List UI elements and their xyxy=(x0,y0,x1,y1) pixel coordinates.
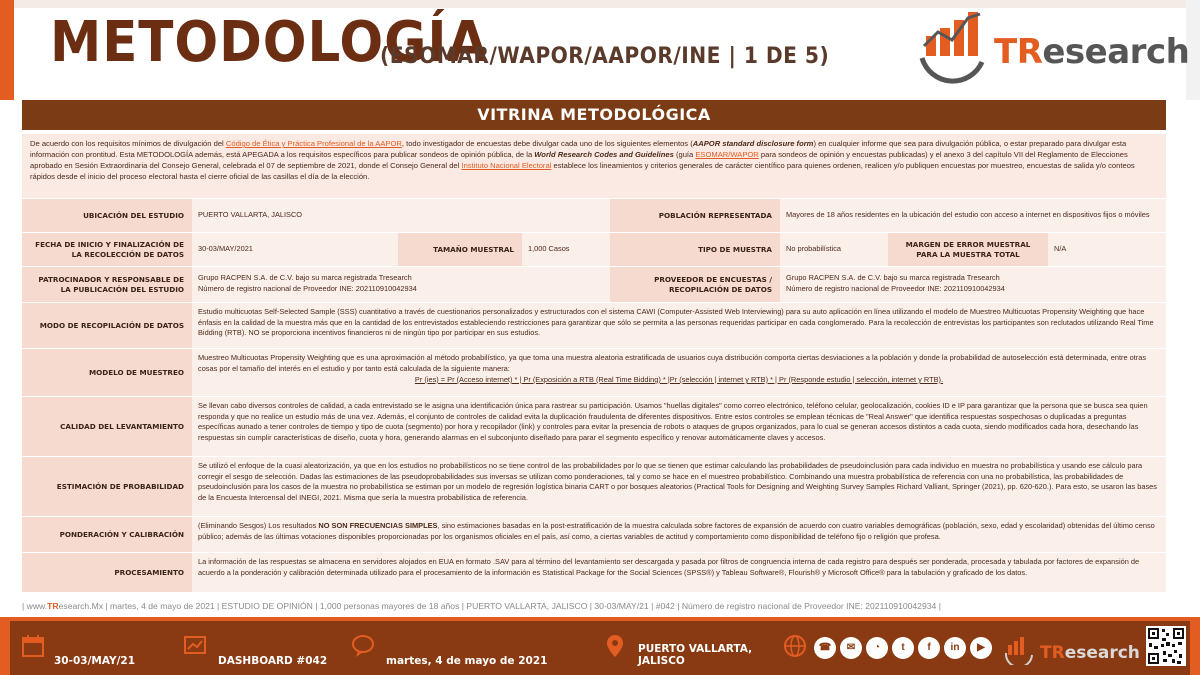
bottom-bar xyxy=(0,617,1200,675)
twitter-icon[interactable]: t xyxy=(892,637,914,659)
margen-label: MARGEN DE ERROR MUESTRAL PARA LA MUESTRA TOTAL xyxy=(888,233,1048,266)
tresearch-logo-icon xyxy=(910,6,994,90)
proveedor-registro: Número de registro nacional de Proveedor INE: 202110910042934 xyxy=(786,283,1005,293)
tipo-label: TIPO DE MUESTRA xyxy=(610,233,780,266)
patrocinador-name: Grupo RACPEN S.A. de C.V. bajo su marca registrada Tresearch xyxy=(198,273,412,282)
patrocinador-value xyxy=(192,267,610,302)
modo-value: Estudio multicuotas Self-Selected Sample (SSS) cuantitativo a través de cuestionarios personalizados y estructurados con el sistema CAWI (Computer-Assisted Web Interviewing) para su auto aplicación en línea utilizando el modelo de Muestreo Multicuotas Propensity Weighting que hace énfasis en la calidad de la muestra más que en la cantidad de los entrevistados estableciendo restricciones para garantizar que sólo se permita a las personas requeridas participar en cada conglomerado. Para la recolección de entrevistas los participantes son reclutados utilizando Real Time Bidding (RTB). NO se proporciona incentivos financieros ni de ningún tipo por participar en sus estudios. xyxy=(192,303,1166,348)
page-title: METODOLOGÍA xyxy=(50,10,489,75)
procesamiento-label: PROCESAMIENTO xyxy=(22,553,192,592)
location-icon xyxy=(602,633,628,659)
table-row xyxy=(22,232,1166,266)
tresearch-bottom-logo-icon xyxy=(1002,631,1036,665)
table-row xyxy=(22,552,1166,592)
tresearch-logo xyxy=(910,6,1190,90)
modelo-text: Muestreo Multicuotas Propensity Weighting que es una aproximación al método probabilístico, ya que toma una muestra aleatoria estratificada de usuarios cuya distribución comporta ciertas desviaciones a la población y donde la probabilidad de autoselección está determinada, entre otras cosas por el tamaño del interés en el estudio y por tanto está calculada de la siguiente manera: xyxy=(198,353,1147,373)
linkedin-icon[interactable]: in xyxy=(944,637,966,659)
patrocinador-registro: Número de registro nacional de Proveedor INE: 202110910042934 xyxy=(198,283,417,293)
aapor-code-link[interactable]: Código de Ética y Práctica Profesional de la AAPOR xyxy=(225,139,402,148)
tamano-label: TAMAÑO MUESTRAL xyxy=(398,233,522,266)
phone-icon[interactable]: ☎ xyxy=(814,637,836,659)
section-title: VITRINA METODOLÓGICA xyxy=(22,100,1166,130)
whatsapp-icon[interactable]: ◔ xyxy=(866,637,888,659)
globe-icon xyxy=(782,633,808,659)
poblacion-value: Mayores de 18 años residentes en la ubicación del estudio con acceso a internet en dispositivos fijos o móviles xyxy=(780,199,1166,232)
modelo-formula: Pr (ies) = Pr (Acceso internet) * | Pr (Exposición a RTB (Real Time Bidding) * |Pr (selección | internet y RTB) * | Pr (Responde estudio | selección, internet y RTB). xyxy=(414,375,944,384)
table-row xyxy=(22,348,1166,396)
footer-info-line: | www.TResearch.Mx | martes, 4 de mayo de 2021 | ESTUDIO DE OPINIÓN | 1,000 personas mayores de 18 años | PUERTO VALLARTA, JALISCO | 30-03/MAY/21 | #042 | Número de registro nacional de Proveedor INE: 202110910042934 | xyxy=(22,601,941,611)
calidad-label: CALIDAD DEL LEVANTAMIENTO xyxy=(22,397,192,456)
bottom-bar-inner xyxy=(10,621,1190,675)
calendar-icon xyxy=(20,633,46,659)
table-row xyxy=(22,516,1166,552)
table-row xyxy=(22,198,1166,232)
date-range: 30-03/MAY/21 xyxy=(54,655,136,667)
modo-label: MODO DE RECOPILACIÓN DE DATOS xyxy=(22,303,192,348)
table-row xyxy=(22,456,1166,516)
publication-date: martes, 4 de mayo de 2021 xyxy=(386,655,548,667)
tamano-value: 1,000 Casos xyxy=(522,233,610,266)
proveedor-label: PROVEEDOR DE ENCUESTAS / RECOPILACIÓN DE DATOS xyxy=(610,267,780,302)
tresearch-logo-text: TResearch xyxy=(994,32,1190,72)
ubicacion-value: PUERTO VALLARTA, JALISCO xyxy=(192,199,610,232)
tipo-value: No probabilística xyxy=(780,233,888,266)
patrocinador-label: PATROCINADOR Y RESPONSABLE DE LA PUBLICACIÓN DEL ESTUDIO xyxy=(22,267,192,302)
estimacion-value: Se utilizó el enfoque de la cuasi aleatorización, ya que en los estudios no probabilísticos no se tiene control de las probabilidades por lo que se tienen que estimar calculando las probabilidades de pseudoinclusión para cada individuo en muestra no probabilística y usando ese cálculo para corregir el sesgo de selección. Dadas las estimaciones de las pseudoprobabilidades sus inversas se utilizan como ponderaciones, tal y como se hace en el muestreo probabilístico. Combinando una muestra probabilística de referencia con una no probabilística, las probabilidades de pseudoinclusión para los casos de la muestra no probabilística se estiman por un modelo de regresión logística binaria CART o por bosques aleatorios (Practical Tools for Designing and Weighting Survey Samples Richard Valliant, Springer (2021), pp. 620-620.). Para esto, se usaron las bases de la Encuesta Intercensal del INEGI, 2021. Misma que sería la muestra probabilística de referencia. xyxy=(192,457,1166,516)
poblacion-label: POBLACIÓN REPRESENTADA xyxy=(610,199,780,232)
left-accent-bar xyxy=(0,0,14,100)
email-icon[interactable]: ✉ xyxy=(840,637,862,659)
table-row xyxy=(22,266,1166,302)
qr-code[interactable] xyxy=(1146,626,1186,666)
ponderacion-value: (Eliminando Sesgos) Los resultados NO SON FRECUENCIAS SIMPLES, sino estimaciones basadas en la post-estratificación de la muestra calculada sobre factores de expansión de acuerdo con cuatro variables demográficas (población, sexo, edad y escolaridad) obtenidas del último censo público; además de las últimas votaciones disponibles proporcionadas por los organismos oficiales en el país, así como, a ciertas variables de actitud y comportamiento como disponibilidad de teléfono fijo o religión que profesa. xyxy=(192,517,1166,552)
estimacion-label: ESTIMACIÓN DE PROBABILIDAD xyxy=(22,457,192,516)
procesamiento-value: La información de las respuestas se almacena en servidores alojados en EUA en formato .SAV para al término del levantamiento ser descargada y pasada por filtros de congruencia interna de cada registro para después ser ponderada, procesada y tabulada por factores de expansión de acuerdo a la ponderación y calibración determinada utilizado para el procesamiento de la información es Statistical Package for the Social Sciences (SPSS®) y Tableau Software®, Flourish® y Microsoft Office® para la tabulación y graficado de los datos. xyxy=(192,553,1166,592)
modelo-label: MODELO DE MUESTREO xyxy=(22,349,192,396)
facebook-icon[interactable]: f xyxy=(918,637,940,659)
margen-value: N/A xyxy=(1048,233,1166,266)
proveedor-name: Grupo RACPEN S.A. de C.V. bajo su marca registrada Tresearch xyxy=(786,273,1000,282)
calidad-value: Se llevan cabo diversos controles de calidad, a cada entrevistado se le asigna una identificación única para rastrear su participación. Usamos "huellas digitales" como correo electrónico, teléfono celular, geolocalización, cookies ID e IP para garantizar que la persona que se busca sea quien responda y que no realice un estudio más de una vez. Además, el conjunto de controles de calidad evita la duplicación fraudulenta de diferentes dispositivos. Entre estos controles se emplean técnicas de "Real Answer" que identifica respuestas sospechosas o duplicadas a preguntas específicas aunado a tener controles de tiempo y tipo de cuota (segmento) por hora y recopilador (link) y controles para evitar la presencia de robots o ataques de grupos organizados, para lo cual se generan accesos distintos a cada cuota, siendo modificados cada hora, desechando las respuestas sin cumplir características de diseño, cuota y hora, generando alarmas en el subconjunto diseñado para parar el segmento específico y renovar automáticamente claves y accesos. xyxy=(192,397,1166,456)
ine-link[interactable]: Instituto Nacional Electoral xyxy=(461,161,552,170)
intro-paragraph: De acuerdo con los requisitos mínimos de divulgación del Código de Ética y Práctica Profesional de la AAPOR, todo investigador de encuestas debe divulgar cada uno de los siguientes elementos (AAPOR standard disclosure form) en cualquier informe que sea para divulgación pública, o estar preparado para divulgar esta información con prontitud. Esta METODOLOGÍA además, está APEGADA a los requisitos específicos para publicar sondeos de opinión pública, de la World Research Codes and Guidelines (guía ESOMAR/WAPOR para sondeos de opinión y encuestas publicadas) y el anexo 3 del capítulo VII del Reglamento de Elecciones aprobado en Sesión Extraordinaria del Consejo General, celebrada el 07 de septiembre de 2021, donde el Consejo General del Instituto Nacional Electoral establece los lineamientos y criterios generales de carácter científico para quienes ordenen, realicen y/o publiquen encuestas por muestreo, encuestas de salida y/o conteos rápidos desde el inicio del proceso electoral hasta el cierre oficial de las casillas el día de la elección. xyxy=(22,134,1166,198)
tresearch-bottom-logo-text: TR esearch xyxy=(1040,643,1140,663)
esomar-wapor-link[interactable]: ESOMAR/WAPOR xyxy=(695,150,759,159)
fecha-label: FECHA DE INICIO Y FINALIZACIÓN DE LA RECOLECCIÓN DE DATOS xyxy=(22,233,192,266)
ponderacion-label: PONDERACIÓN Y CALIBRACIÓN xyxy=(22,517,192,552)
methodology-table xyxy=(22,198,1166,592)
table-row xyxy=(22,396,1166,456)
dashboard-icon xyxy=(182,633,208,659)
chat-icon xyxy=(350,633,376,659)
youtube-icon[interactable]: ▶ xyxy=(970,637,992,659)
modelo-value xyxy=(192,349,1166,396)
proveedor-value xyxy=(780,267,1166,302)
ubicacion-label: UBICACIÓN DEL ESTUDIO xyxy=(22,199,192,232)
location: PUERTO VALLARTA, JALISCO xyxy=(638,643,753,667)
table-row xyxy=(22,302,1166,348)
dashboard-number: DASHBOARD #042 xyxy=(218,655,328,667)
fecha-value: 30-03/MAY/2021 xyxy=(192,233,398,266)
page-subtitle: (ESOMAR/WAPOR/AAPOR/INE | 1 DE 5) xyxy=(380,44,830,69)
